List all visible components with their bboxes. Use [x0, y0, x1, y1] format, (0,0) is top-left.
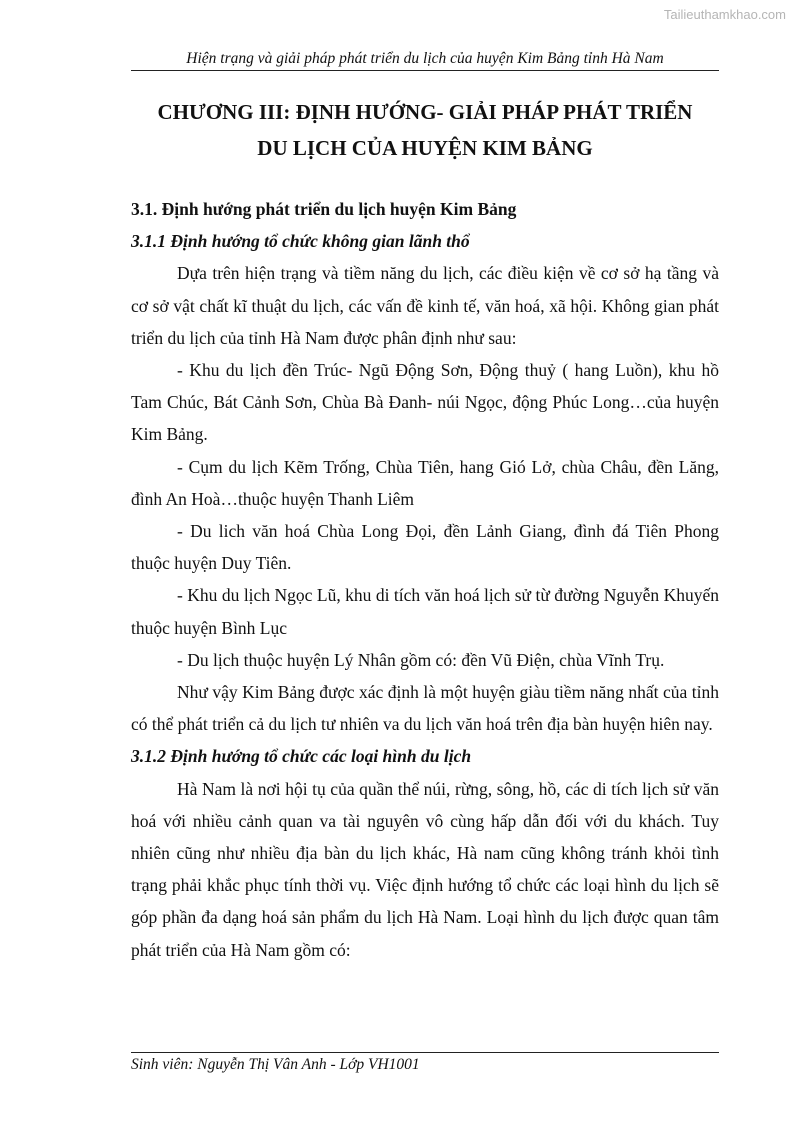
section-heading-3-1-2: 3.1.2 Định hướng tổ chức các loại hình du lịch	[131, 746, 472, 767]
list-item: - Cụm du lịch Kẽm Trống, Chùa Tiên, hang Gió Lở, chùa Châu, đền Lăng, đình An Hoà…thuộc huyện Thanh Liêm	[131, 456, 719, 509]
paragraph: Như vậy Kim Bảng được xác định là một huyện giàu tiềm năng nhất của tỉnh có thể phát triển cả du lịch tư nhiên va du lịch văn hoá trên địa bàn huyện hiên nay.	[131, 682, 719, 735]
section-heading-3-1: 3.1. Định hướng phát triển du lịch huyện Kim Bảng	[131, 199, 517, 219]
chapter-title-line-2: DU LỊCH CỦA HUYỆN KIM BẢNG	[257, 136, 593, 160]
chapter-title-line-1: CHƯƠNG III: ĐỊNH HƯỚNG- GIẢI PHÁP PHÁT TRIỂN	[157, 100, 693, 124]
list-item: - Khu du lịch đền Trúc- Ngũ Động Sơn, Động thuỷ ( hang Luồn), khu hồ Tam Chúc, Bát Cảnh Sơn, Chùa Bà Đanh- núi Ngọc, động Phúc Long…của huyện Kim Bảng.	[131, 360, 719, 445]
chapter-title	[131, 94, 719, 166]
section-heading-3-1-1: 3.1.1 Định hướng tổ chức không gian lãnh thổ	[131, 231, 470, 252]
running-header: Hiện trạng và giải pháp phát triển du lịch của huyện Kim Bảng tỉnh Hà Nam	[186, 50, 664, 67]
list-item: - Du lịch thuộc huyện Lý Nhân gồm có: đền Vũ Điện, chùa Vĩnh Trụ.	[177, 649, 665, 670]
document-body	[131, 193, 719, 966]
footer-divider	[131, 1052, 719, 1053]
watermark: Tailieuthamkhao.com	[663, 7, 786, 22]
paragraph: Dựa trên hiện trạng và tiềm năng du lịch, các điều kiện về cơ sở hạ tầng và cơ sở vật chất kĩ thuật du lịch, các vấn đề kinh tế, văn hoá, xã hội. Không gian phát triển du lịch của tỉnh Hà Nam được phân định như sau:	[131, 263, 719, 348]
list-item: - Du lich văn hoá Chùa Long Đọi, đền Lảnh Giang, đình đá Tiên Phong thuộc huyện Duy Tiên.	[131, 521, 719, 574]
header-divider	[131, 70, 719, 71]
list-item: - Khu du lịch Ngọc Lũ, khu di tích văn hoá lịch sử từ đường Nguyễn Khuyến thuộc huyện Bình Lục	[131, 585, 719, 638]
page-footer: Sinh viên: Nguyễn Thị Vân Anh - Lớp VH1001	[131, 1056, 420, 1073]
paragraph: Hà Nam là nơi hội tụ của quần thể núi, rừng, sông, hồ, các di tích lịch sử văn hoá với nhiều cảnh quan va tài nguyên vô cùng hấp dẫn đối với du khách. Tuy nhiên cũng như nhiều địa bàn du lịch khác, Hà nam cũng không tránh khỏi tình trạng phải khắc phục tính thời vụ. Việc định hướng tổ chức các loại hình du lịch sẽ góp phần đa dạng hoá sản phẩm du lịch Hà Nam. Loại hình du lịch được quan tâm phát triển của Hà Nam gồm có:	[131, 778, 719, 960]
